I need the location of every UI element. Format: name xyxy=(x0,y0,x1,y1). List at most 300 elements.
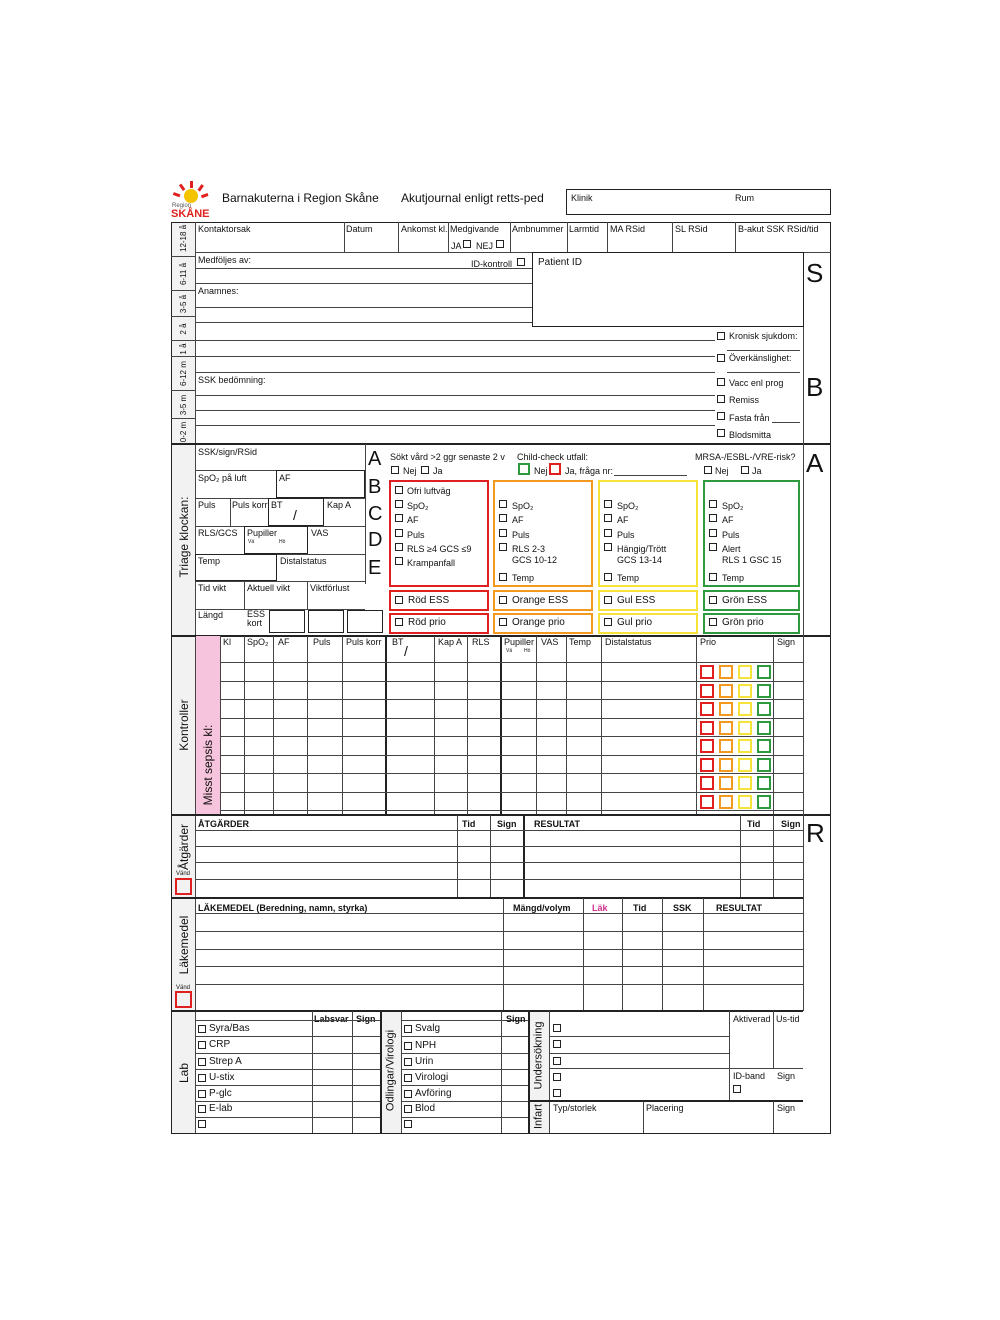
odl-item-label: Virologi xyxy=(415,1072,449,1083)
green-criteria-box xyxy=(703,480,800,587)
red-item-checkbox[interactable] xyxy=(395,543,403,551)
remiss-checkbox[interactable] xyxy=(717,395,725,403)
ess-kort-box-3[interactable] xyxy=(347,610,383,633)
odl-checkbox[interactable] xyxy=(404,1090,412,1098)
sl-rsid-label: SL RSid xyxy=(675,224,708,234)
yellow-prio-label: Gul prio xyxy=(617,617,653,628)
red-prio-checkbox[interactable] xyxy=(700,758,714,772)
resultat-tid-header: Tid xyxy=(747,819,761,829)
remiss-label: Remiss xyxy=(729,395,760,405)
orange-item-label: AF xyxy=(512,515,524,525)
green-prio-checkbox[interactable] xyxy=(757,721,771,735)
lakemedel-side-label: Läkemedel xyxy=(177,915,191,975)
infart-sign-label: Sign xyxy=(777,1103,796,1113)
orange-prio-checkbox[interactable] xyxy=(719,684,733,698)
abcde-letter: A xyxy=(368,448,382,470)
us-checkbox[interactable] xyxy=(553,1073,561,1081)
yellow-ess-checkbox[interactable] xyxy=(604,596,612,604)
lakemedel-tid-header: Tid xyxy=(633,903,647,913)
yellow-item-label: Puls xyxy=(617,530,635,540)
red-prio-checkbox[interactable] xyxy=(700,665,714,679)
red-item-label: RLS ≥4 GCS ≤9 xyxy=(407,544,472,554)
lab-checkbox[interactable] xyxy=(198,1120,206,1128)
yellow-ess-label: Gul ESS xyxy=(617,595,656,606)
red-item-checkbox[interactable] xyxy=(395,529,403,537)
orange-prio-checkbox[interactable] xyxy=(719,721,733,735)
sokt-vard-label: Sökt vård >2 ggr senaste 2 v xyxy=(390,452,505,462)
lab-item-label: Strep A xyxy=(209,1056,242,1067)
age-band-label: 3-5 m xyxy=(179,394,188,416)
kontroller-header-prio: Prio xyxy=(700,637,717,647)
bakut-label: B-akut SSK RSid/tid xyxy=(738,224,819,234)
age-band-label: 6-12 m xyxy=(179,361,188,386)
orange-prio-checkbox[interactable] xyxy=(499,618,507,626)
sokt-vard-nej-checkbox[interactable] xyxy=(391,466,399,474)
yellow-prio-checkbox[interactable] xyxy=(604,618,612,626)
age-band-label: 0-2 m xyxy=(179,421,188,443)
orange-ess-checkbox[interactable] xyxy=(499,596,507,604)
orange-prio-checkbox[interactable] xyxy=(719,776,733,790)
kronisk-label: Kronisk sjukdom: xyxy=(729,331,798,341)
kontroller-header-temp: Temp xyxy=(569,637,592,647)
orange-item-checkbox[interactable] xyxy=(499,500,507,508)
kontroller-row-line xyxy=(220,755,803,756)
orange-item-label: Puls xyxy=(512,530,530,540)
green-item-label: Temp xyxy=(722,573,745,583)
klinik-label: Klinik xyxy=(571,193,593,203)
yellow-prio-checkbox[interactable] xyxy=(738,721,752,735)
green-item-checkbox[interactable] xyxy=(709,543,717,551)
logo-small-text: Region xyxy=(172,203,192,209)
spo2-luft-label: SpO₂ på luft xyxy=(198,473,247,483)
triage-side-label: Triage klockan: xyxy=(177,496,191,578)
a-letter: A xyxy=(806,448,824,478)
orange-prio-checkbox[interactable] xyxy=(719,702,733,716)
lab-checkbox[interactable] xyxy=(198,1105,206,1113)
atgarder-tid-header: Tid xyxy=(462,819,476,829)
ssk-sign-label: SSK/sign/RSid xyxy=(198,447,258,457)
yellow-item-checkbox[interactable] xyxy=(604,500,612,508)
yellow-item-checkbox[interactable] xyxy=(604,514,612,522)
atgarder-side-label: Åtgärder xyxy=(177,823,191,871)
yellow-prio-checkbox[interactable] xyxy=(738,739,752,753)
sokt-vard-ja-checkbox[interactable] xyxy=(421,466,429,474)
red-item-label: Krampanfall xyxy=(407,558,456,568)
resultat-sign-header: Sign xyxy=(781,819,801,829)
kontroller-bt-slash: / xyxy=(404,643,408,659)
odl-item-label: Blod xyxy=(415,1103,436,1114)
lakemedel-vand-label: Vänd xyxy=(176,985,191,991)
distalstatus-label: Distalstatus xyxy=(280,556,327,566)
kontroller-row-line xyxy=(220,699,803,700)
mrsa-nej-label: Nej xyxy=(715,466,729,476)
yellow-item-checkbox[interactable] xyxy=(604,573,612,581)
green-item-checkbox[interactable] xyxy=(709,514,717,522)
yellow-prio-checkbox[interactable] xyxy=(738,665,752,679)
datum-label: Datum xyxy=(346,224,373,234)
puls-korr-label: Puls korr xyxy=(232,500,268,510)
red-prio-checkbox[interactable] xyxy=(700,776,714,790)
us-tid-label: Us-tid xyxy=(776,1014,800,1024)
kontroller-header-kap-a: Kap A xyxy=(438,637,463,647)
overkanslighet-checkbox[interactable] xyxy=(717,354,725,362)
green-ess-checkbox[interactable] xyxy=(709,596,717,604)
kontroller-row-line xyxy=(220,792,803,793)
placering-label: Placering xyxy=(646,1103,684,1113)
lab-row-line xyxy=(195,1036,380,1037)
orange-item-label: SpO₂ xyxy=(512,501,534,511)
odl-row-line xyxy=(401,1036,528,1037)
green-item-label: AF xyxy=(722,515,734,525)
lab-item-label: E-lab xyxy=(209,1103,233,1114)
bt-slash: / xyxy=(293,507,297,523)
odl-checkbox[interactable] xyxy=(404,1105,412,1113)
kontroller-header-kl: Kl xyxy=(223,637,232,647)
odl-item-label: NPH xyxy=(415,1040,437,1051)
odl-row-line xyxy=(401,1053,528,1054)
orange-item-checkbox[interactable] xyxy=(499,514,507,522)
yellow-prio-checkbox[interactable] xyxy=(738,758,752,772)
viktforlust-label: Viktförlust xyxy=(310,583,350,593)
kontroller-row-line xyxy=(220,773,803,774)
kontroller-header-bt: BT xyxy=(392,637,404,647)
typ-storlek-label: Typ/storlek xyxy=(553,1103,597,1113)
yellow-prio-checkbox[interactable] xyxy=(738,684,752,698)
red-prio-checkbox[interactable] xyxy=(700,684,714,698)
red-criteria-box xyxy=(389,480,489,587)
lab-sign-header: Sign xyxy=(356,1014,376,1024)
green-prio-checkbox[interactable] xyxy=(757,795,771,809)
blodsmitta-label: Blodsmitta xyxy=(729,430,772,440)
kontroller-header-puls: Puls xyxy=(313,637,331,647)
medfoljes-label: Medföljes av: xyxy=(198,255,252,265)
logo-text: SKÅNE xyxy=(171,208,210,220)
green-item-label: RLS 1 GSC 15 xyxy=(722,555,782,565)
odl-row-line xyxy=(401,1117,528,1118)
red-item-label: Ofri luftväg xyxy=(407,486,451,496)
lak-header: Läk xyxy=(592,903,608,913)
af-label: AF xyxy=(279,473,291,483)
aktiverad-label: Aktiverad xyxy=(733,1014,771,1024)
ess-kort-box-1[interactable] xyxy=(269,610,305,633)
orange-criteria-box xyxy=(493,480,593,587)
id-band-checkbox[interactable] xyxy=(733,1085,741,1093)
orange-prio-label: Orange prio xyxy=(512,617,565,628)
orange-item-checkbox[interactable] xyxy=(499,573,507,581)
kontroller-side-label: Kontroller xyxy=(177,699,191,751)
puls-label: Puls xyxy=(198,500,216,510)
kontroller-row-line xyxy=(220,718,803,719)
vacc-checkbox[interactable] xyxy=(717,378,725,386)
id-band-sign-label: Sign xyxy=(777,1071,796,1081)
us-row-line xyxy=(549,1068,729,1069)
va-label: Vä xyxy=(248,539,255,545)
yellow-prio-checkbox[interactable] xyxy=(738,702,752,716)
odl-checkbox[interactable] xyxy=(404,1058,412,1066)
us-checkbox[interactable] xyxy=(553,1089,561,1097)
red-prio-checkbox[interactable] xyxy=(700,739,714,753)
odl-item-label: Urin xyxy=(415,1056,434,1067)
red-ess-label: Röd ESS xyxy=(408,595,450,606)
us-checkbox[interactable] xyxy=(553,1057,561,1065)
orange-item-label: Temp xyxy=(512,573,535,583)
pupiller-label: Pupiller xyxy=(247,528,278,538)
yellow-item-checkbox[interactable] xyxy=(604,543,612,551)
lab-row-line xyxy=(195,1085,380,1086)
tid-vikt-label: Tid vikt xyxy=(198,583,227,593)
us-checkbox[interactable] xyxy=(553,1024,561,1032)
lab-row-line xyxy=(195,1020,380,1021)
child-check-label: Child-check utfall: xyxy=(517,452,589,462)
odl-checkbox[interactable] xyxy=(404,1025,412,1033)
ess-kort-box-2[interactable] xyxy=(308,610,344,633)
id-kontroll-checkbox[interactable] xyxy=(517,258,525,266)
abcde-letter: B xyxy=(368,476,382,498)
orange-prio-checkbox[interactable] xyxy=(719,758,733,772)
kontroller-header-pupiller: Pupiller xyxy=(504,637,535,647)
age-band-label: 2 å xyxy=(179,323,188,335)
ho-label: Hö xyxy=(279,539,286,545)
yellow-prio-checkbox[interactable] xyxy=(738,776,752,790)
medgivande-label: Medgivande xyxy=(450,224,500,234)
kontroller-row-line xyxy=(220,681,803,682)
kontroller-row-line xyxy=(220,736,803,737)
green-prio-checkbox[interactable] xyxy=(757,702,771,716)
af-box[interactable] xyxy=(276,470,365,498)
abcde-letter: E xyxy=(368,557,382,579)
yellow-item-label: Hängig/Trött xyxy=(617,544,667,554)
b-letter: B xyxy=(806,372,824,402)
yellow-prio-checkbox[interactable] xyxy=(738,795,752,809)
lab-checkbox[interactable] xyxy=(198,1058,206,1066)
langd-label: Längd xyxy=(198,610,224,620)
green-prio-checkbox[interactable] xyxy=(757,758,771,772)
id-band-label: ID-band xyxy=(733,1071,766,1081)
lab-row-line xyxy=(195,1101,380,1102)
red-item-checkbox[interactable] xyxy=(395,486,403,494)
lab-row-line xyxy=(195,1117,380,1118)
age-band-label: 6-11 å xyxy=(179,262,188,286)
kontroller-header-af: AF xyxy=(278,637,290,647)
odlingar-side-label: Odlingar/Virologi xyxy=(384,1029,397,1112)
lab-checkbox[interactable] xyxy=(198,1074,206,1082)
green-item-checkbox[interactable] xyxy=(709,529,717,537)
red-item-checkbox[interactable] xyxy=(395,514,403,522)
red-item-label: AF xyxy=(407,515,419,525)
age-band-label: 1 å xyxy=(179,343,188,355)
kontroller-row-line xyxy=(220,662,803,663)
medgivande-ja-checkbox[interactable] xyxy=(463,240,471,248)
red-item-label: Puls xyxy=(407,530,425,540)
lab-row-line xyxy=(195,1069,380,1070)
odl-row-line xyxy=(401,1069,528,1070)
medgivande-nej-label: NEJ xyxy=(476,241,494,251)
org-title: Barnakuterna i Region Skåne xyxy=(222,191,379,205)
lab-side-label: Lab xyxy=(177,1062,191,1084)
atgarder-vand-checkbox[interactable] xyxy=(175,878,192,895)
s-letter: S xyxy=(806,258,824,288)
green-item-checkbox[interactable] xyxy=(709,500,717,508)
green-prio-checkbox[interactable] xyxy=(757,739,771,753)
mangd-header: Mängd/volym xyxy=(513,903,571,913)
sokt-vard-ja-label: Ja xyxy=(433,466,443,476)
bt-label: BT xyxy=(271,500,283,510)
green-prio-checkbox[interactable] xyxy=(709,618,717,626)
lab-item-label: U-stix xyxy=(209,1072,235,1083)
labsvar-header: Labsvar xyxy=(314,1014,349,1024)
lab-checkbox[interactable] xyxy=(198,1041,206,1049)
vacc-label: Vacc enl prog xyxy=(729,378,784,388)
kontroller-ho: Hö xyxy=(524,648,531,654)
fasta-checkbox[interactable] xyxy=(717,412,725,420)
red-prio-checkbox[interactable] xyxy=(395,618,403,626)
odl-checkbox[interactable] xyxy=(404,1042,412,1050)
odl-item-label: Avföring xyxy=(415,1088,452,1099)
kontroller-header-distalstatus: Distalstatus xyxy=(605,637,652,647)
undersokning-side-label: Undersökning xyxy=(532,1021,545,1090)
kontroller-header-puls-korr: Puls korr xyxy=(346,637,382,647)
mrsa-label: MRSA-/ESBL-/VRE-risk? xyxy=(695,452,796,462)
resultat-header: RESULTAT xyxy=(534,819,580,829)
ambnummer-label: Ambnummer xyxy=(512,224,564,234)
us-row-line xyxy=(549,1053,729,1054)
green-prio-checkbox[interactable] xyxy=(757,684,771,698)
child-check-ja-checkbox[interactable] xyxy=(549,463,561,475)
orange-item-checkbox[interactable] xyxy=(499,529,507,537)
r-letter: R xyxy=(806,818,825,848)
orange-ess-label: Orange ESS xyxy=(512,595,569,606)
red-ess-checkbox[interactable] xyxy=(395,596,403,604)
child-check-ja-label: Ja, fråga nr: xyxy=(565,466,614,476)
ssk-header: SSK xyxy=(673,903,692,913)
abcde-letter: D xyxy=(368,529,383,551)
age-band-label: 12-18 å xyxy=(179,224,188,252)
kontroller-header-rls: RLS xyxy=(472,637,490,647)
green-ess-label: Grön ESS xyxy=(722,595,768,606)
infart-side-label: Infart xyxy=(532,1103,545,1130)
odl-checkbox[interactable] xyxy=(404,1074,412,1082)
overkanslighet-label: Överkänslighet: xyxy=(729,353,792,363)
red-item-checkbox[interactable] xyxy=(395,557,403,565)
rls-gcs-label: RLS/GCS xyxy=(198,528,238,538)
kontroller-row-line xyxy=(220,810,803,811)
journal-title: Akutjournal enligt retts-ped xyxy=(401,191,544,205)
kronisk-checkbox[interactable] xyxy=(717,332,725,340)
id-kontroll-label: ID-kontroll xyxy=(471,259,513,269)
red-item-label: SpO₂ xyxy=(407,501,429,511)
vas-label: VAS xyxy=(311,528,329,538)
green-item-checkbox[interactable] xyxy=(709,573,717,581)
lab-checkbox[interactable] xyxy=(198,1090,206,1098)
ankomst-label: Ankomst kl. xyxy=(401,224,448,234)
temp-label: Temp xyxy=(198,556,221,566)
green-item-label: Alert xyxy=(722,544,741,554)
lab-item-label: CRP xyxy=(209,1039,231,1050)
red-prio-label: Röd prio xyxy=(408,617,446,628)
lakemedel-vand-checkbox[interactable] xyxy=(175,991,192,1008)
orange-item-label: GCS 10-12 xyxy=(512,555,558,565)
yellow-item-checkbox[interactable] xyxy=(604,529,612,537)
ess-kort-label: ESS kort xyxy=(247,609,266,628)
yellow-criteria-box xyxy=(598,480,698,587)
green-item-label: Puls xyxy=(722,530,740,540)
yellow-item-label: SpO₂ xyxy=(617,501,639,511)
lab-item-label: Syra/Bas xyxy=(209,1023,250,1034)
orange-item-label: RLS 2-3 xyxy=(512,544,546,554)
ssk-bedomning-label: SSK bedömning: xyxy=(198,375,266,385)
red-prio-checkbox[interactable] xyxy=(700,702,714,716)
medgivande-ja-label: JA xyxy=(451,241,462,251)
sepsis-label: Misst sepsis kl: xyxy=(201,724,215,806)
orange-prio-checkbox[interactable] xyxy=(719,665,733,679)
aktuell-vikt-label: Aktuell vikt xyxy=(247,583,291,593)
orange-item-checkbox[interactable] xyxy=(499,543,507,551)
ma-rsid-label: MA RSid xyxy=(610,224,646,234)
atgarder-vand-label: Vänd xyxy=(176,871,191,877)
kap-a-label: Kap A xyxy=(327,500,352,510)
green-prio-checkbox[interactable] xyxy=(757,665,771,679)
red-prio-checkbox[interactable] xyxy=(700,721,714,735)
larmtid-label: Larmtid xyxy=(569,224,600,234)
lab-item-label: P-glc xyxy=(209,1088,232,1099)
kontroller-va: Vä xyxy=(506,648,513,654)
odl-item-label: Svalg xyxy=(415,1023,441,1034)
mrsa-ja-checkbox[interactable] xyxy=(741,466,749,474)
lakemedel-resultat-header: RESULTAT xyxy=(716,903,762,913)
green-item-label: SpO₂ xyxy=(722,501,744,511)
us-checkbox[interactable] xyxy=(553,1040,561,1048)
atgarder-sign-header: Sign xyxy=(497,819,517,829)
kontroller-header-spo2: SpO₂ xyxy=(247,637,269,647)
orange-prio-checkbox[interactable] xyxy=(719,795,733,809)
lab-checkbox[interactable] xyxy=(198,1025,206,1033)
mrsa-nej-checkbox[interactable] xyxy=(704,466,712,474)
abcde-letter: C xyxy=(368,503,383,525)
kontroller-header-sign: Sign xyxy=(777,637,796,647)
us-row-line xyxy=(549,1036,729,1037)
yellow-item-label: AF xyxy=(617,515,629,525)
rum-label: Rum xyxy=(735,193,755,203)
sokt-vard-nej-label: Nej xyxy=(403,466,417,476)
medgivande-nej-checkbox[interactable] xyxy=(496,240,504,248)
odl-checkbox[interactable] xyxy=(404,1120,412,1128)
kontroller-header-vas: VAS xyxy=(541,637,559,647)
blodsmitta-checkbox[interactable] xyxy=(717,429,725,437)
odl-row-line xyxy=(401,1101,528,1102)
yellow-item-label: GCS 13-14 xyxy=(617,555,663,565)
mrsa-ja-label: Ja xyxy=(752,466,762,476)
red-item-checkbox[interactable] xyxy=(395,500,403,508)
fasta-label: Fasta från xyxy=(729,413,770,423)
odl-sign-header: Sign xyxy=(506,1014,526,1024)
orange-prio-checkbox[interactable] xyxy=(719,739,733,753)
red-prio-checkbox[interactable] xyxy=(700,795,714,809)
lakemedel-header: LÄKEMEDEL (Beredning, namn, styrka) xyxy=(198,903,368,913)
green-prio-label: Grön prio xyxy=(722,617,764,628)
green-prio-checkbox[interactable] xyxy=(757,776,771,790)
klinik-box[interactable] xyxy=(566,189,831,215)
child-check-nej-checkbox[interactable] xyxy=(518,463,530,475)
kontaktorsak-label: Kontaktorsak xyxy=(198,224,251,234)
patient-id-label: Patient ID xyxy=(538,257,582,268)
yellow-item-label: Temp xyxy=(617,573,640,583)
odl-row-line xyxy=(401,1085,528,1086)
atgarder-header: ÅTGÄRDER xyxy=(198,819,249,829)
lab-row-line xyxy=(195,1053,380,1054)
age-band-label: 3-5 å xyxy=(179,294,188,314)
anamnes-label: Anamnes: xyxy=(198,286,239,296)
child-check-nej-label: Nej xyxy=(534,466,548,476)
